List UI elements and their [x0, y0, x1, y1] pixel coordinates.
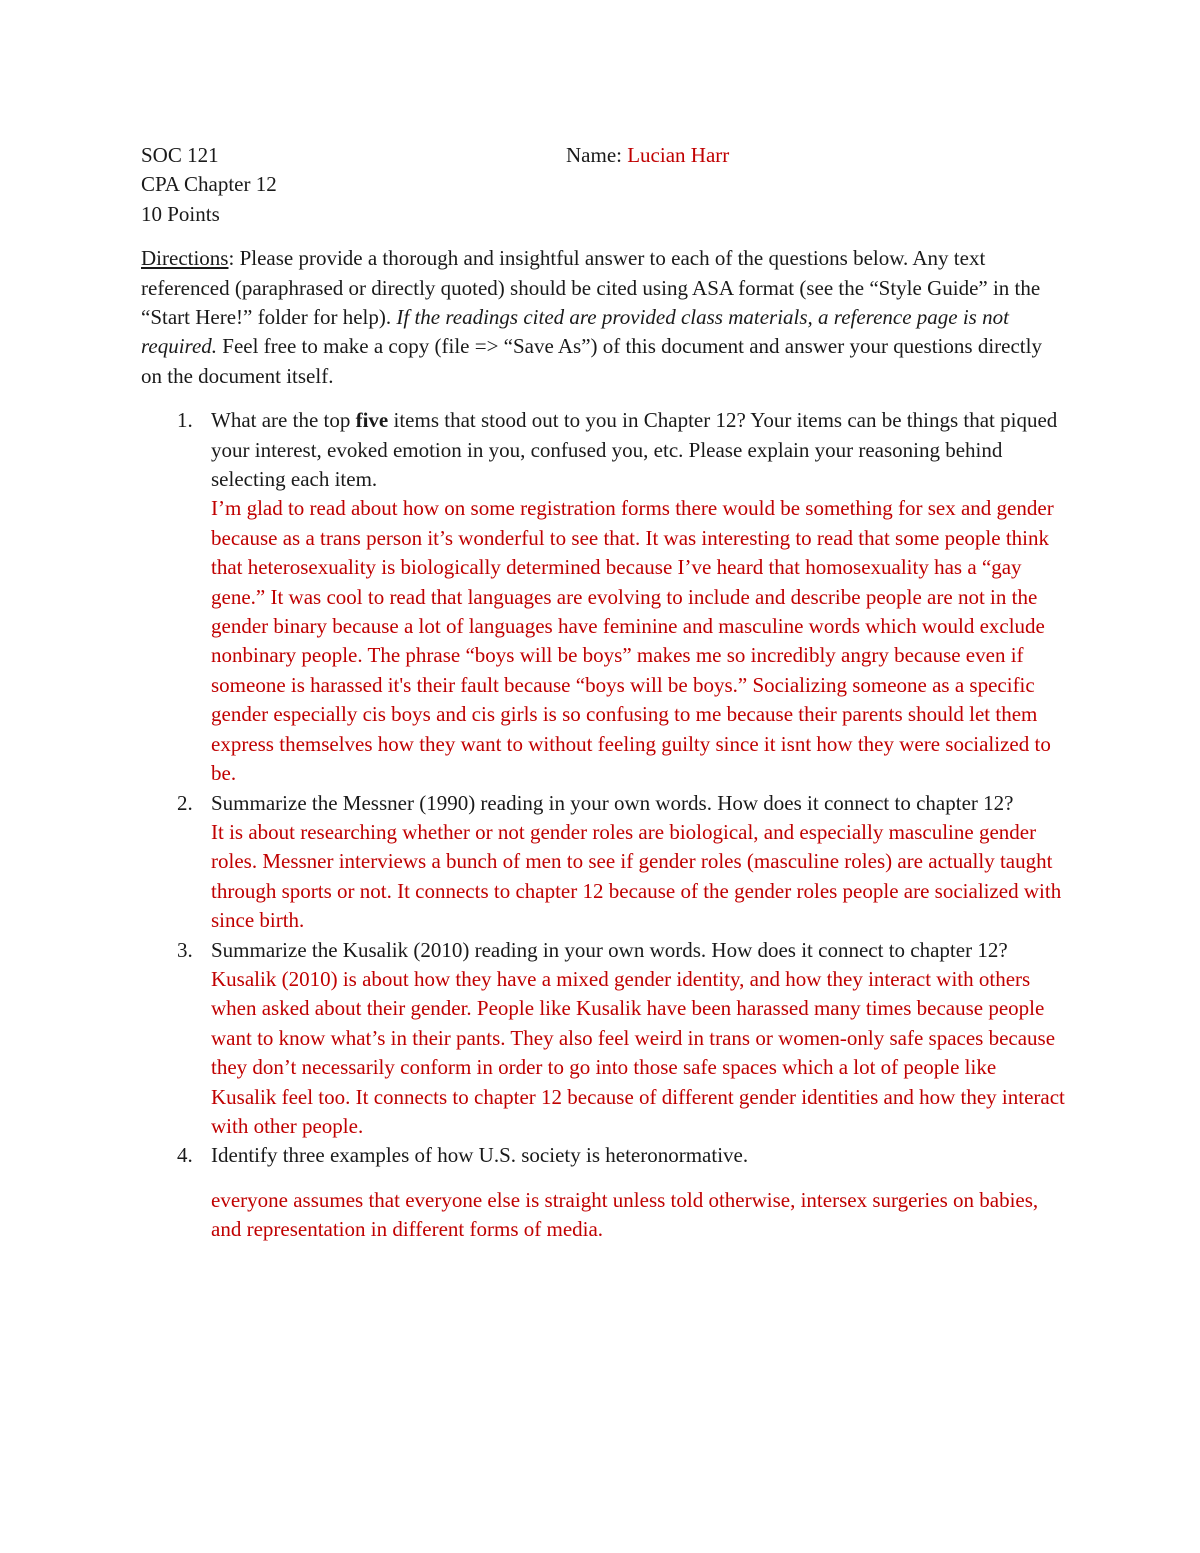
question-number: 4.	[177, 1143, 193, 1168]
student-name-line	[566, 141, 729, 170]
question-number: 3.	[177, 937, 193, 962]
answer-text: I’m glad to read about how on some registration forms there would be something for sex and gender because as a trans person it’s wonderful to see that. It was interesting to read that some people think that heterosexuality is biologically determined because I’ve heard that homosexuality has a “gay gene.” It was cool to read that languages are evolving to include and describe people are not in the gender binary because a lot of languages have feminine and masculine words which would exclude nonbinary people. The phrase “boys will be boys” makes me so incredibly angry because even if someone is harassed it's their fault because “boys will be boys.” Socializing someone as a specific gender especially cis boys and cis girls is so confusing to me because their parents should let them express themselves how they want to without feeling guilty since it isnt how they were socialized to be.	[211, 496, 1054, 786]
points-value: 10 Points	[141, 201, 220, 226]
question-item-2	[141, 789, 1066, 936]
question-prompt: Summarize the Messner (1990) reading in your own words. How does it connect to chapter 12?	[211, 790, 1014, 815]
assignment-title: CPA Chapter 12	[141, 172, 277, 197]
question-item-1	[141, 406, 1066, 788]
directions-text-1: : Please provide a thorough and insightful answer to each of the questions below. Any text referenced (paraphrased or directly quoted) should be cited using ASA format (see the “Style Guide” in the “Start Here!” folder for help).	[141, 246, 1041, 330]
document-page	[141, 141, 1066, 1245]
directions-text-2: Feel free to make a copy (file => “Save As”) of this document and answer your questions directly on the document itself.	[141, 334, 1042, 388]
directions-label: Directions	[141, 246, 229, 271]
question-number: 2.	[177, 790, 193, 815]
question-number: 1.	[177, 408, 193, 433]
answer-text: Kusalik (2010) is about how they have a mixed gender identity, and how they interact with others when asked about their gender. People like Kusalik have been harassed many times because people want to know what’s in their pants. They also feel weird in trans or women-only safe spaces because they don’t necessarily conform in order to go into those safe spaces which a lot of people like Kusalik feel too. It connects to chapter 12 because of different gender identities and how they interact with other people.	[211, 966, 1065, 1138]
header-row	[141, 141, 1066, 170]
name-label: Name:	[566, 143, 628, 167]
directions-italic-note: If the readings cited are provided class materials, a reference page is not required.	[141, 305, 1009, 359]
question-item-4	[141, 1141, 1066, 1244]
prompt-text: items that stood out to you in Chapter 12? Your items can be things that piqued your interest, evoked emotion in you, confused you, etc. Please explain your reasoning behind selecting each item.	[211, 408, 1058, 492]
question-prompt: Summarize the Kusalik (2010) reading in your own words. How does it connect to chapter 12?	[211, 937, 1008, 962]
prompt-bold-text: five	[355, 408, 389, 433]
answer-text: everyone assumes that everyone else is straight unless told otherwise, intersex surgeries on babies, and representation in different forms of media.	[211, 1187, 1039, 1242]
prompt-text: What are the top	[211, 408, 356, 433]
directions-paragraph	[141, 244, 1066, 391]
question-list	[141, 406, 1066, 1244]
student-name: Lucian Harr	[627, 143, 730, 167]
question-prompt: Identify three examples of how U.S. society is heteronormative.	[211, 1143, 749, 1168]
answer-text: It is about researching whether or not gender roles are biological, and especially masculine gender roles. Messner interviews a bunch of men to see if gender roles (masculine roles) are actually taught through sports or not. It connects to chapter 12 because of the gender roles people are socialized with since birth.	[211, 819, 1062, 933]
question-prompt	[211, 406, 1066, 494]
question-item-3	[141, 936, 1066, 1142]
course-code: SOC 121	[141, 143, 219, 167]
